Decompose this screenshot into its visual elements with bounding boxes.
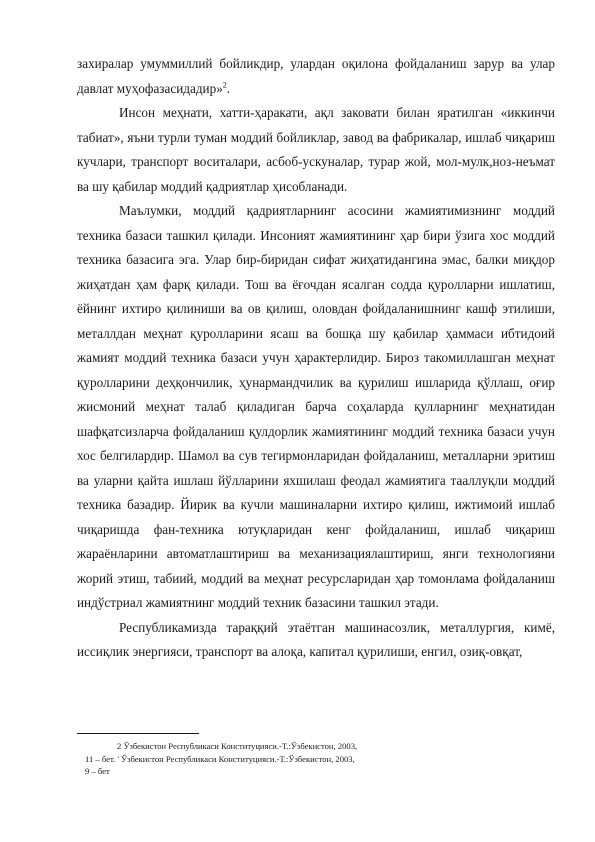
page-body: [77, 52, 555, 665]
footnote-line-2: 11 – бет. ' Ўзбекистон Республикаси Конституцияси.-Т.:Ўзбекистон, 2003,: [85, 753, 355, 764]
footnotes: [77, 740, 477, 778]
footnote-line-3: 9 – бет: [85, 766, 110, 776]
footnote-reference[interactable]: 2: [222, 80, 227, 90]
paragraph-3: Маълумки, моддий қадриятларнинг асосини жамиятимизнинг моддий техника базаси ташкил қилади. Инсоният жамиятининг ҳар бири ўзига хос моддий техника базасига эга. Улар бир-биридан сифат жиҳатидангина эмас, балки миқдор жиҳатдан ҳам фарқ қилади. Тош ва ёғочдан ясалган содда қуролларни ишлатиш, ёйнинг ихтиро қилиниши ва ов қилиш, оловдан фойдаланишнинг кашф этилиши, металлдан меҳнат қуролларини ясаш ва бошқа шу қабилар ҳаммаси ибтидоий жамият моддий техника базаси учун ҳарактерлидир. Бироз такомиллашган меҳнат қуролларини деҳқончилик, ҳунармандчилик ва қурилиш ишларида қўллаш, оғир жисмоний меҳнат талаб қиладиган барча соҳаларда қулларнинг меҳнатидан шафқатсизларча фойдаланиш қулдорлик жамиятининг моддий техника базаси учун хос белгилардир. Шамол ва сув тегирмонларидан фойдаланиш, металларни эритиш ва уларни қайта ишлаш йўлларини яхшилаш феодал жамиятига тааллуқли моддий техника базадир. Йирик ва кучли машиналарни ихтиро қилиш, ижтимоий ишлаб чиқаришда фан-техника ютуқларидан кенг фойдаланиш, ишлаб чиқариш жараёнларини автоматлаштириш ва механизациялаштириш, янги технологияни жорий этиш, табиий, моддий ва меҳнат ресурсларидан ҳар томонлама фойдаланиш индўстриал жамиятнинг моддий техник базасини ташкил этади.: [77, 203, 555, 610]
paragraph-1-text: захиралар умуммиллий бойликдир, улардан оқилона фойдаланиш зарур ва улар давлат муҳофазасидадир»: [77, 56, 555, 96]
paragraph-2: Инсон меҳнати, хатти-ҳаракати, ақл заковати билан яратилган «иккинчи табиат», яъни турли туман моддий бойликлар, завод ва фабрикалар, ишлаб чиқариш кучлари, транспорт воситалари, асбоб-ускуналар, турар жой, мол-мулк,ноз-неъмат ва шу қабилар моддий қадриятлар ҳисобланади.: [77, 105, 555, 194]
paragraph-1-end: .: [226, 80, 231, 96]
paragraph-4: Республикамизда тараққий этаётган машинасозлик, металлургия, кимё, иссиқлик энергияси, транспорт ва алоқа, капитал қурилиши, енгил, озиқ-овқат,: [77, 619, 555, 659]
footnote-divider: [77, 733, 199, 734]
footnote-line-1: 2 Ўзбекистон Республикаси Конституцияси.-Т.:Ўзбекистон, 2003,: [117, 741, 358, 751]
paragraph-1: [77, 52, 555, 101]
